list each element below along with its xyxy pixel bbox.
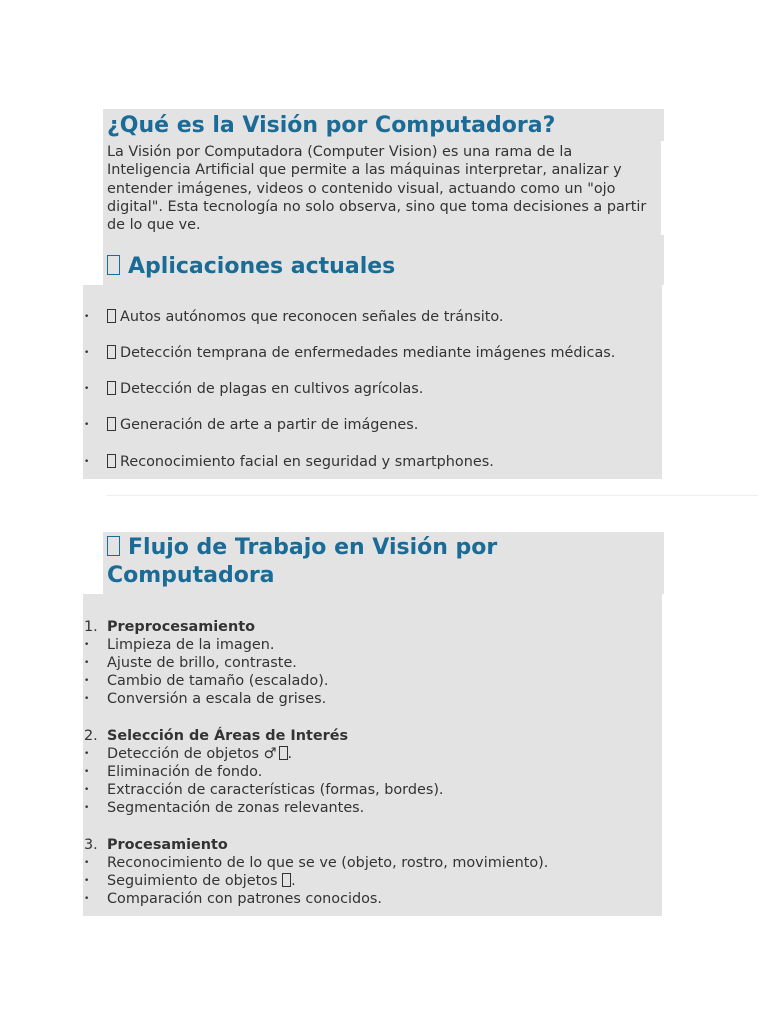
list-item: • Seguimiento de objetos . [84, 873, 296, 889]
missing-glyph-icon [279, 746, 288, 760]
list-item: • Detección de plagas en cultivos agrícolas. [84, 381, 424, 397]
workflow-step-3-title: 3. Procesamiento [84, 837, 228, 853]
intro-title: ¿Qué es la Visión por Computadora? [107, 113, 556, 138]
missing-glyph-icon [107, 309, 116, 323]
list-item: • Detección temprana de enfermedades mediante imágenes médicas. [84, 345, 616, 361]
list-item: • Ajuste de brillo, contraste. [84, 655, 297, 671]
list-item: • Generación de arte a partir de imágenes. [84, 417, 419, 433]
list-item: • Segmentación de zonas relevantes. [84, 800, 365, 816]
missing-glyph-icon [107, 454, 116, 468]
list-item: • Cambio de tamaño (escalado). [84, 673, 329, 689]
workflow-title: Flujo de Trabajo en Visión por Computadora [107, 535, 498, 588]
horizontal-divider [107, 495, 758, 496]
intro-body: La Visión por Computadora (Computer Vision) es una rama de la Inteligencia Artificial que permite a las máquinas interpretar, analizar y entender imágenes, videos o contenido visual, actuando como un "ojo digital". Esta tecnología no solo observa, sino que toma decisiones a partir de lo que ve. [107, 144, 647, 234]
workflow-step-1-title: 1. Preprocesamiento [84, 619, 255, 635]
missing-glyph-icon [282, 873, 291, 887]
list-item: • Autos autónomos que reconocen señales de tránsito. [84, 309, 504, 325]
list-item: • Eliminación de fondo. [84, 764, 263, 780]
missing-glyph-icon [107, 417, 116, 431]
list-item: • Extracción de características (formas, bordes). [84, 782, 444, 798]
list-item: • Reconocimiento de lo que se ve (objeto, rostro, movimiento). [84, 855, 549, 871]
list-item: • Conversión a escala de grises. [84, 691, 327, 707]
list-item: • Comparación con patrones conocidos. [84, 891, 382, 907]
missing-glyph-icon [107, 255, 120, 275]
missing-glyph-icon [107, 345, 116, 359]
missing-glyph-icon [107, 381, 116, 395]
list-item: • Limpieza de la imagen. [84, 637, 275, 653]
applications-title: Aplicaciones actuales [107, 253, 395, 281]
workflow-step-2-title: 2. Selección de Áreas de Interés [84, 728, 349, 744]
list-item: • Reconocimiento facial en seguridad y smartphones. [84, 454, 494, 470]
missing-glyph-icon [107, 536, 120, 556]
list-item: • Detección de objetos ♂ . [84, 746, 293, 762]
